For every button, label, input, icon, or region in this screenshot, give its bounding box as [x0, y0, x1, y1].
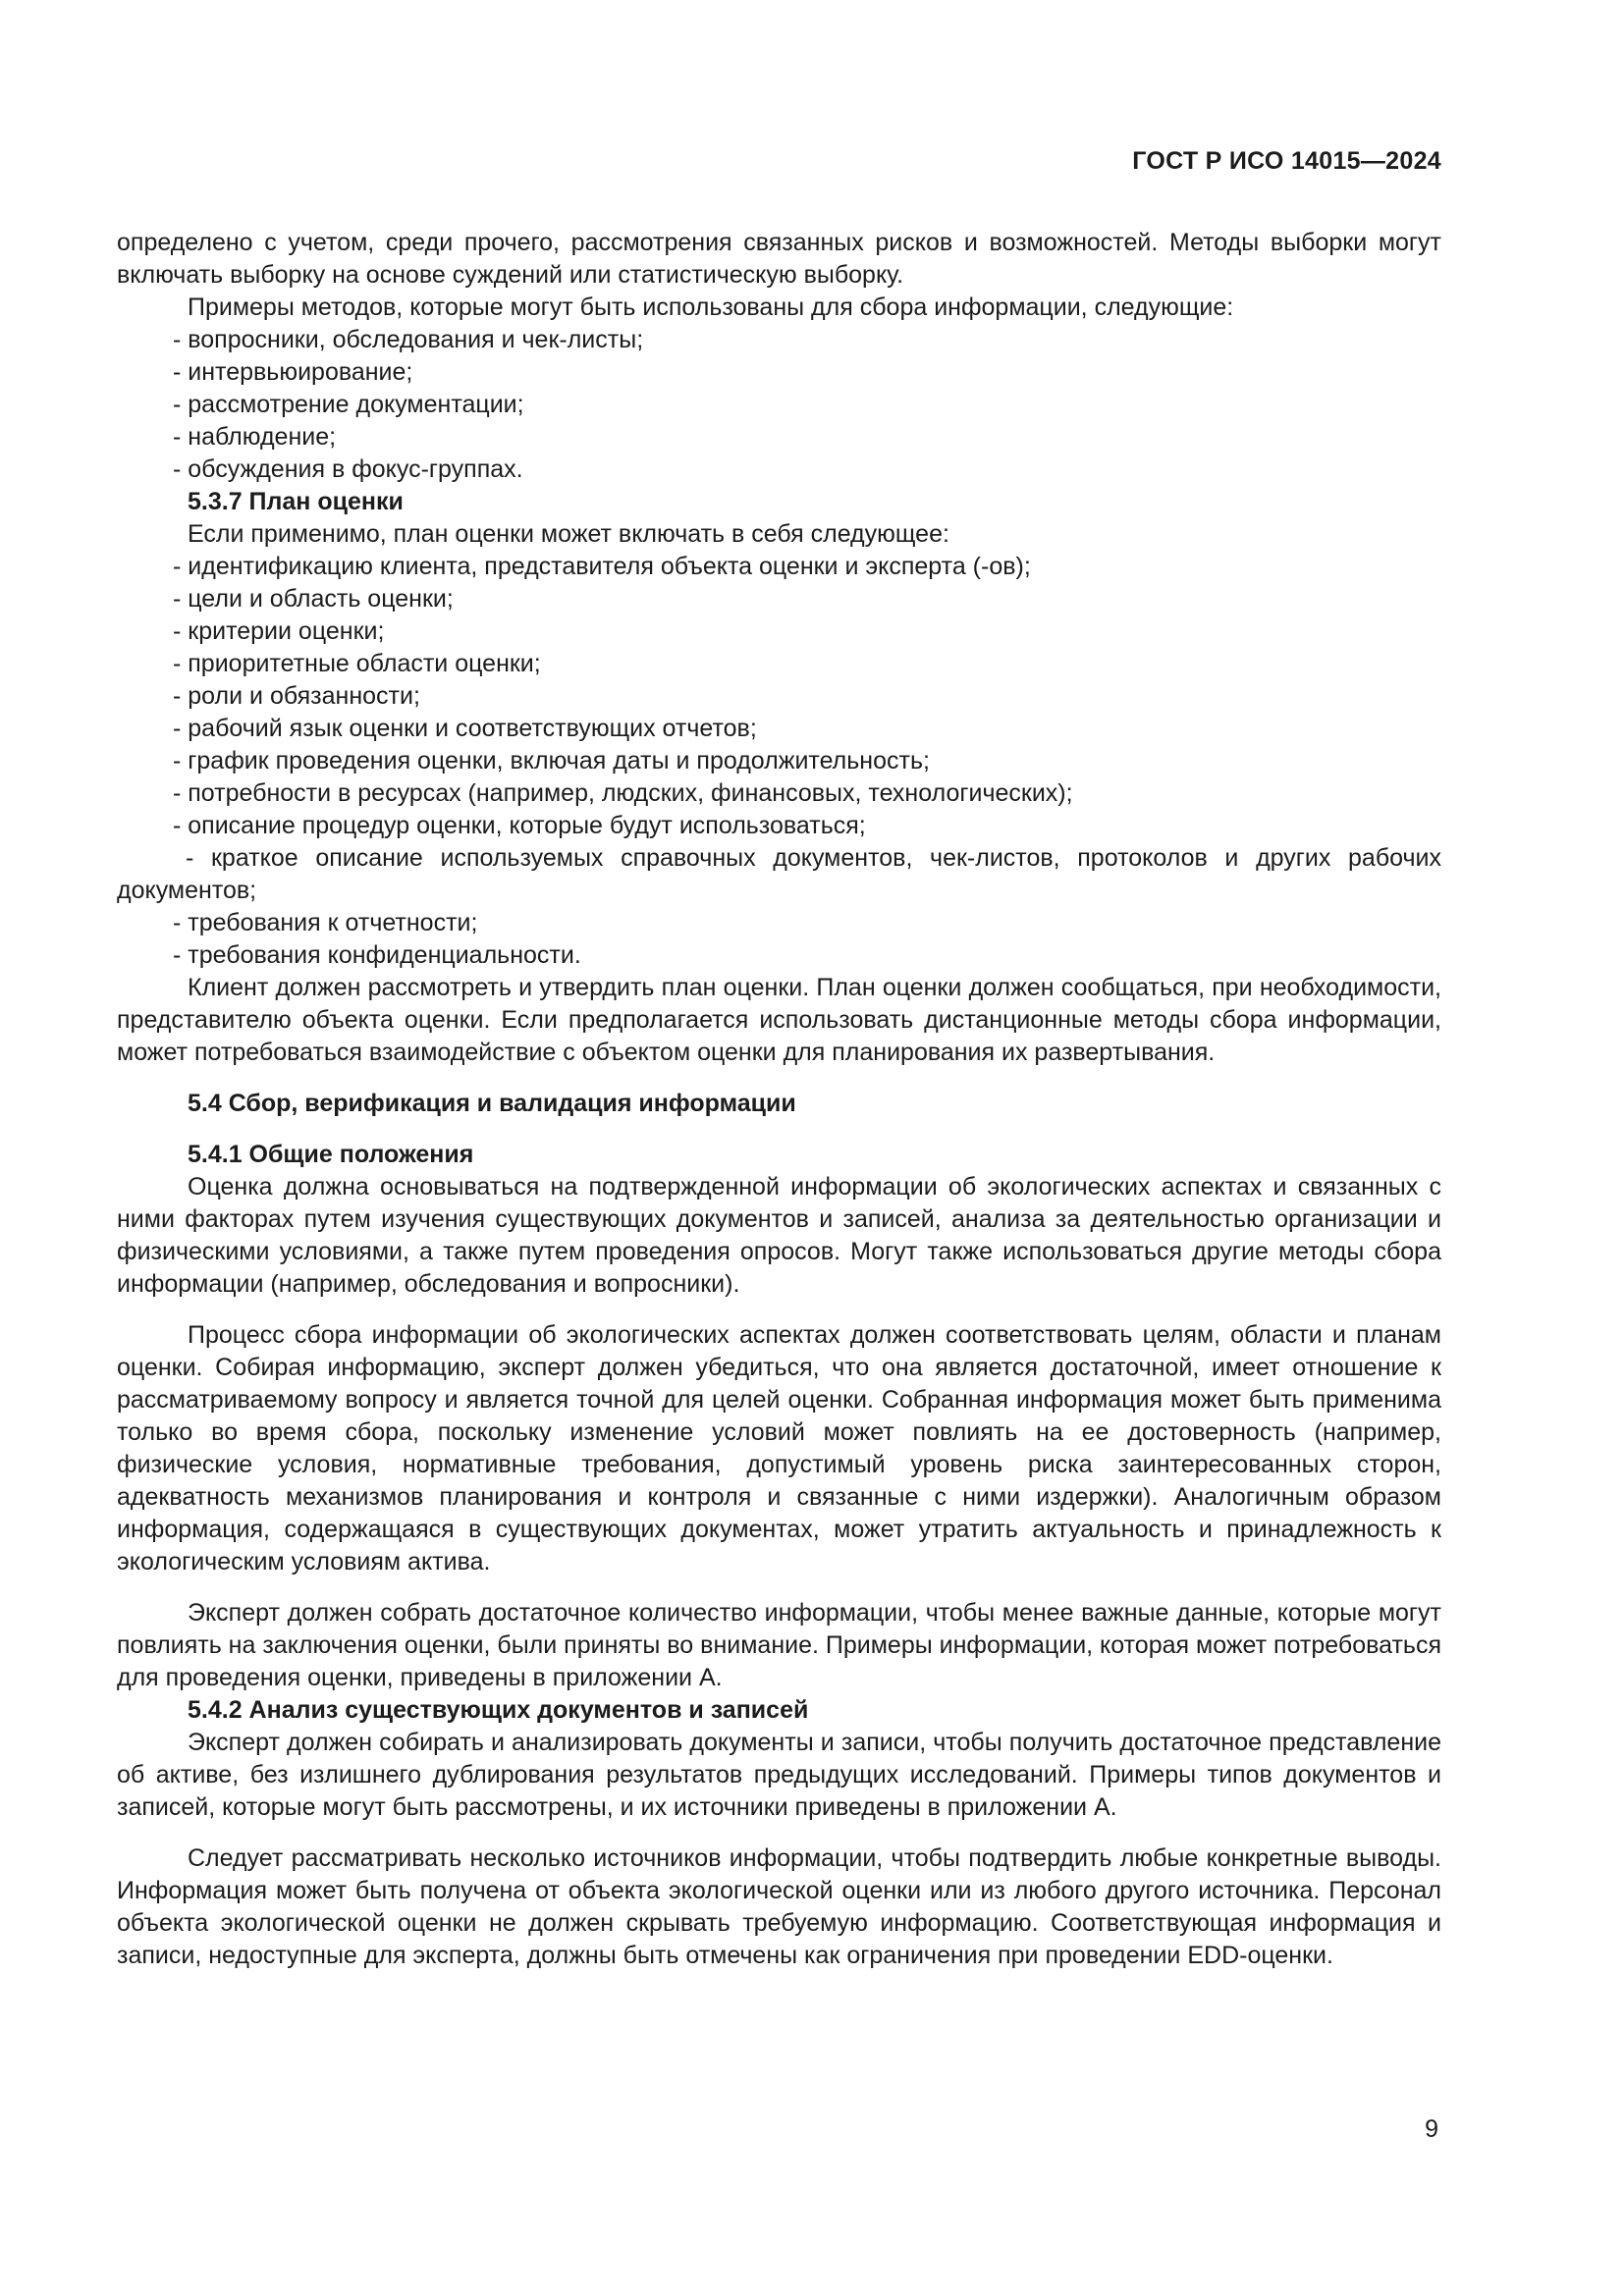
list-item: - график проведения оценки, включая даты и продолжительность; — [173, 747, 930, 774]
paragraph: Эксперт должен собрать достаточное количество информации, чтобы менее важные данные, которые могут повлиять на заключения оценки, были приняты во внимание. Примеры информации, которая может потребоваться для проведения оценки, приведены в приложении А. — [117, 1599, 1441, 1691]
list-item: - критерии оценки; — [173, 617, 385, 645]
paragraph: Примеры методов, которые могут быть использованы для сбора информации, следующие: — [188, 294, 1234, 321]
page-number: 9 — [1425, 2115, 1438, 2143]
paragraph: Клиент должен рассмотреть и утвердить план оценки. План оценки должен сообщаться, при необходимости, представителю объекта оценки. Если предполагается использовать дистанционные методы сбора информации, может потребоваться взаимодействие с объектом оценки для планирования их развертывания. — [117, 974, 1441, 1066]
document-header: ГОСТ Р ИСО 14015—2024 — [1132, 147, 1441, 175]
paragraph: Процесс сбора информации об экологических аспектах должен соответствовать целям, области и планам оценки. Собирая информацию, эксперт должен убедиться, что она является достаточной, имеет отношение к рассматриваемому вопросу и является точной для целей оценки. Собранная информация может быть применима только во время сбора, поскольку изменение условий может повлиять на ее достоверность (например, физические условия, нормативные требования, допустимый уровень риска заинтересованных сторон, адекватность механизмов планирования и контроля и связанные с ними издержки). Аналогичным образом информация, содержащаяся в существующих документах, может утратить актуальность и принадлежность к экологическим условиям актива. — [117, 1321, 1441, 1575]
paragraph: Следует рассматривать несколько источников информации, чтобы подтвердить любые конкретные выводы. Информация может быть получена от объекта экологической оценки или из любого другого источника. Персонал объекта экологической оценки не должен скрывать требуемую информацию. Соответствующая информация и записи, недоступные для эксперта, должны быть отмечены как ограничения при проведении EDD-оценки. — [117, 1844, 1441, 1969]
paragraph: определено с учетом, среди прочего, рассмотрения связанных рисков и возможностей. Методы выборки могут включать выборку на основе суждений или статистическую выборку. — [117, 229, 1441, 289]
paragraph: Если применимо, план оценки может включать в себя следующее: — [188, 520, 949, 548]
list-item: - идентификацию клиента, представителя объекта оценки и эксперта (-ов); — [173, 553, 1031, 580]
list-item: - требования к отчетности; — [173, 909, 478, 936]
paragraph: Эксперт должен собирать и анализировать документы и записи, чтобы получить достаточное представление об активе, без излишнего дублирования результатов предыдущих исследований. Примеры типов документов и записей, которые могут быть рассмотрены, и их источники приведены в приложении А. — [117, 1729, 1441, 1821]
list-item: - рабочий язык оценки и соответствующих отчетов; — [173, 715, 757, 742]
list-item: - интервьюирование; — [173, 358, 413, 386]
list-item: - краткое описание используемых справочных документов, чек-листов, протоколов и других рабочих документов; — [117, 844, 1441, 904]
list-item: - вопросники, обследования и чек-листы; — [173, 326, 644, 353]
list-item: - потребности в ресурсах (например, людских, финансовых, технологических); — [173, 779, 1073, 807]
section-heading: 5.4.1 Общие положения — [188, 1141, 474, 1168]
paragraph: Оценка должна основываться на подтвержденной информации об экологических аспектах и связанных с ними факторах путем изучения существующих документов и записей, анализа за деятельностью организации и физическими условиями, а также путем проведения опросов. Могут также использоваться другие методы сбора информации (например, обследования и вопросники). — [117, 1173, 1441, 1298]
list-item: - наблюдение; — [173, 423, 337, 451]
document-body — [117, 227, 1441, 1972]
section-heading: 5.4.2 Анализ существующих документов и записей — [188, 1696, 809, 1724]
list-item: - описание процедур оценки, которые будут использоваться; — [173, 812, 866, 839]
list-item: - требования конфиденциальности. — [173, 941, 581, 969]
section-heading: 5.3.7 План оценки — [188, 488, 404, 515]
list-item: - обсуждения в фокус-группах. — [173, 455, 523, 483]
list-item: - цели и область оценки; — [173, 585, 454, 613]
list-item: - приоритетные области оценки; — [173, 650, 541, 677]
section-heading: 5.4 Сбор, верификация и валидация информации — [188, 1090, 796, 1117]
list-item: - рассмотрение документации; — [173, 391, 524, 418]
list-item: - роли и обязанности; — [173, 682, 420, 710]
